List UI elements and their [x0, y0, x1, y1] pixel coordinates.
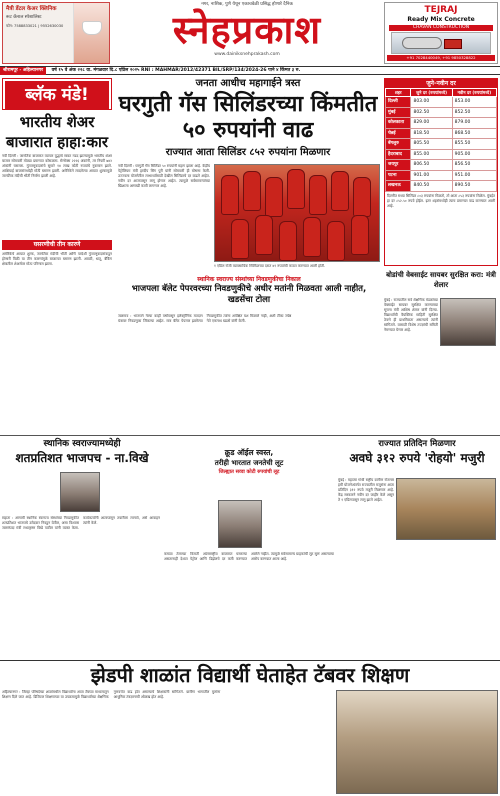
table-row: [386, 160, 497, 171]
city-cell: पटना: [386, 170, 411, 181]
rohyo-body-continued: [396, 544, 496, 656]
col-new-rate: नवीन दर (रुपयांमध्ये): [452, 89, 496, 97]
new-rate-cell: 855.50: [452, 139, 496, 150]
khadse-kicker: स्थानिक स्वराज्य संस्थांच्या निवडणुकीचा निकाल: [197, 276, 301, 283]
old-rate-cell: 829.00: [411, 118, 452, 129]
masthead-tagline: नगर, नाशिक, पुणे येथून एकाचवेळी प्रसिद्ध होणारे दैनिक: [201, 2, 293, 7]
crude-headline-2[interactable]: तरीही भारतात जनतेची लूट: [214, 459, 284, 467]
price-table-title: जुने-नवीन दर: [385, 79, 497, 88]
issue-info-bar: [0, 66, 500, 75]
khadse-headline[interactable]: भाजपला बॅलेट पेपरवरच्या निवडणुकीचे अधीर मतांनी मिळवता आली नाहीत, खडसेंचा टोला: [131, 283, 367, 305]
edition-label: श्रीरामपूर - अहिल्यानगर: [0, 67, 46, 75]
new-rate-cell: 853.00: [452, 97, 496, 108]
rohyo-body: मुंबई : महात्मा गांधी राष्ट्रीय ग्रामीण रोजगार हमी योजनेअंतर्गत राज्यातील मजुरांना आता प्रतिदिन ३१२ रुपये मजुरी मिळणार आहे. केंद्र सरकारने नवीन दर जाहीर केले असून ते १ एप्रिलपासून लागू झाले आहेत.: [338, 478, 394, 502]
table-row: [386, 139, 497, 150]
city-cell: हैदराबाद: [386, 149, 411, 160]
price-table-note: दिल्लीत सध्या सिलिंडर ८०३ रुपयांना मिळतो, तो आता ८५३ रुपयांना मिळेल. मुंबईत हा दर ८५२.५० रुपये होईल. इतर शहरांमध्येही त्याच प्रमाणात वाढ करण्यात आली आहे.: [387, 193, 495, 208]
vikhe-story-heading: [2, 438, 162, 466]
col-old-rate: जुने दर (रुपयांमध्ये): [411, 89, 452, 97]
table-row: [386, 97, 497, 108]
old-rate-cell: 806.50: [411, 160, 452, 171]
crude-story-heading: [164, 448, 334, 476]
new-rate-cell: 868.50: [452, 128, 496, 139]
black-monday-banner: [2, 78, 112, 110]
masthead-website[interactable]: www.dainiksnehprakash.com: [214, 51, 280, 57]
masthead-title: स्नेहप्रकाश: [172, 6, 322, 52]
tejraj-ad[interactable]: [384, 2, 498, 64]
old-rate-cell: 818.50: [411, 128, 452, 139]
table-row: [386, 128, 497, 139]
lead-caption: १ एप्रिल रोजी व्यावसायिक सिलिंडरच्या दरात ४१ रुपयांची कपात करण्यात आली होती.: [214, 264, 326, 268]
tejraj-company: CHAVAN CONSTRUCTION: [389, 25, 493, 31]
lead-headline[interactable]: घरगुती गॅस सिलिंडरच्या किंमतीत ५० रुपयांनी वाढ: [118, 92, 378, 143]
shelar-photo: [440, 298, 496, 346]
gas-cylinders-photo: [214, 164, 380, 262]
rohyo-headline[interactable]: अवघे ३१२ रुपये 'रोहयो' मजुरी: [349, 451, 485, 465]
three-reasons-body: अमेरिकेचे आयात शुल्क, जागतिक मंदीची भीती आणि परदेशी गुंतवणूकदारांकडून होणारी विक्री या तीन कारणांमुळे बाजारात घसरण झाली. आयटी, धातू, बँकिंग क्षेत्रातील शेअर्सवर मोठा परिणाम झाला.: [2, 252, 112, 266]
city-cell: चेन्नई: [386, 128, 411, 139]
vikhe-kicker: स्थानिक स्वराज्यामध्येही: [43, 439, 121, 449]
new-rate-cell: 879.00: [452, 118, 496, 129]
cyber-body: मुंबई : राज्यातील सर्व शैक्षणिक मंडळांच्या वेबसाईट सायबर सुरक्षित करण्याच्या सूचना मंत्री आशिष शेलार यांनी दिल्या. विद्यार्थ्यांची वैयक्तिक माहिती सुरक्षित ठेवणे ही प्राथमिकता असल्याचे त्यांनी सांगितले. यासाठी विशेष तज्ज्ञांची समिती नेमण्यात येणार आहे.: [384, 298, 438, 332]
tejraj-phone: +91 7028440049, +91 9850328822: [387, 55, 495, 61]
dental-ad[interactable]: [2, 2, 110, 64]
city-cell: जयपुर: [386, 160, 411, 171]
price-table: [385, 88, 497, 192]
crude-headline-1[interactable]: क्रूड ऑईल स्वस्त,: [224, 448, 274, 457]
truck-image: [391, 32, 491, 54]
share-market-headline[interactable]: भारतीय शेअर बाजारात हाहा:कार: [5, 113, 109, 151]
old-rate-cell: 805.50: [411, 139, 452, 150]
old-rate-cell: 803.00: [411, 97, 452, 108]
khadse-story-heading: [118, 276, 380, 306]
city-cell: दिल्ली: [386, 97, 411, 108]
tooth-photo: [73, 3, 109, 63]
crude-person-photo: [218, 500, 262, 548]
city-cell: कोलकाता: [386, 118, 411, 129]
lead-subheadline: राज्यात आता सिलिंडर ८५२ रुपयांना मिळणार: [165, 147, 331, 158]
table-row: [386, 149, 497, 160]
old-rate-cell: 901.00: [411, 170, 452, 181]
new-rate-cell: 951.00: [452, 170, 496, 181]
section-divider: [0, 435, 500, 436]
city-cell: लखनऊ: [386, 181, 411, 192]
new-rate-cell: 852.50: [452, 107, 496, 118]
black-monday-title: ब्लॅक मंडे!: [5, 81, 109, 109]
city-cell: बेंगलुरु: [386, 139, 411, 150]
old-rate-cell: 840.50: [411, 181, 452, 192]
col-city: शहर: [386, 89, 411, 97]
table-row: [386, 107, 497, 118]
table-row: [386, 170, 497, 181]
lead-body: नवी दिल्ली : घरगुती गॅस सिलिंडर ५० रुपयांनी महाग झाला आहे. केंद्रीय पेट्रोलियम मंत्री हरदीप सिंग पुरी यांनी सोमवारी ही घोषणा केली. उज्ज्वला योजनेतील लाभार्थ्यांसाठी देखील सिलिंडरचे दर वाढले आहेत. नवीन दर आजपासून लागू होणार आहेत. त्यामुळे सर्वसामान्यांच्या खिशाला आणखी कात्री लागणार आहे.: [118, 164, 210, 188]
crude-subhead: जिल्ह्यात सव्वा कोटी रुपयांची लूट: [218, 469, 280, 475]
three-reasons-heading: घसरणीची तीन कारणे: [2, 240, 112, 250]
tejraj-brand: TEJRAJ: [424, 5, 458, 15]
city-cell: मुंबई: [386, 107, 411, 118]
tejraj-product: Ready Mix Concrete: [407, 16, 475, 23]
vikhe-body: राहाता : आगामी स्थानिक स्वराज्य संस्थांच्या निवडणुकीत शतप्रतिशत भाजपचे उमेदवार निवडून येतील, असा विश्वास जलसंपदा मंत्री राधाकृष्ण विखे पाटील यांनी व्यक्त केला. कार्यकर्त्यांनी आतापासून तयारीला लागावे, असे आवाहन त्यांनी केले.: [2, 516, 160, 530]
rohyo-story-heading: [336, 438, 498, 466]
workers-photo: [396, 478, 496, 540]
dental-ad-phone: फोन: 7588833021 | 9552630030: [6, 23, 64, 28]
old-rate-cell: 802.50: [411, 107, 452, 118]
table-row: [386, 118, 497, 129]
new-rate-cell: 905.00: [452, 149, 496, 160]
table-row: [386, 181, 497, 192]
classroom-tab-photo: [336, 690, 498, 794]
cyber-story: [384, 270, 498, 290]
cyber-headline[interactable]: बोडांची वेबसाईट सायबर सुरक्षित करा: मंत्री शेलार: [386, 271, 496, 289]
new-rate-cell: 890.50: [452, 181, 496, 192]
share-market-body: नवी दिल्ली : जागतिक बाजारात व्यापार युद्धाचे सावट गडद झाल्यामुळे भारतीय शेअर बाजार सोमवारी मोठ्या प्रमाणात कोसळला. सेन्सेक्स २२२६ अंकांनी, तर निफ्टी ७४२ अंकांनी घसरला. गुंतवणूकदारांचे सुमारे १४ लाख कोटी रुपयांचे नुकसान झाले. आशियाई बाजारांमध्येही मोठी घसरण झाली. अमेरिकेने लादलेल्या आयात शुल्कामुळे जागतिक मंदीची भीती निर्माण झाली आहे.: [2, 154, 112, 178]
issue-details: वर्ष १५ वे अंक २२८ वा. मंगळवार दि.८ एप्रिल २०२५ RNI : MAHMAR/2012/42371 BIL/SRP/134/2024-26 पाने ४ किंमत ३ रु.: [51, 68, 301, 73]
khadse-body: जळगाव : भाजपने गेल्या काही वर्षांपासून इलेक्ट्रॉनिक मतदान यंत्रावर निवडणुका जिंकल्या आहेत. मात्र बॅलेट पेपरवर झालेल्या निवडणुकीत त्यांना अपेक्षित यश मिळाले नाही, अशी टीका ज्येष्ठ नेते एकनाथ खडसे यांनी केली.: [118, 314, 292, 323]
vikhe-headline[interactable]: शतप्रतिशत भाजपच - ना.विखे: [15, 451, 149, 465]
price-table-box: [384, 78, 498, 266]
rohyo-kicker: राज्यात प्रतिदिन मिळणार: [378, 439, 456, 449]
vikhe-photo: [60, 472, 100, 512]
masthead: [112, 2, 382, 64]
dental-ad-title: मैत्री डेंटल केअर क्लिनिक: [6, 6, 57, 12]
zp-story-heading: [0, 660, 500, 688]
crude-body: कच्च्या तेलाच्या किमती आंतरराष्ट्रीय बाजारात घसरल्या असतानाही देशात पेट्रोल आणि डिझेलचे दर कमी करण्यात आलेले नाहीत. त्यामुळे सर्वसामान्य ग्राहकांची लूट सुरू असल्याचा आरोप करण्यात आला आहे.: [164, 552, 334, 561]
old-rate-cell: 855.00: [411, 149, 452, 160]
zp-headline[interactable]: झेडपी शाळांत विद्यार्थी घेताहेत टॅबवर शिक्षण: [90, 663, 410, 687]
new-rate-cell: 856.50: [452, 160, 496, 171]
zp-body: अहिल्यानगर : जिल्हा परिषदेच्या शाळांमधील विद्यार्थ्यांना आता टॅबच्या माध्यमातून शिक्षण दिले जात आहे. डिजिटल शिक्षणाच्या या उपक्रमामुळे विद्यार्थ्यांच्या शैक्षणिक गुणवत्तेत वाढ होत असल्याचे शिक्षकांनी सांगितले. ग्रामीण भागातील मुलांना आधुनिक तंत्रज्ञानाची ओळख होत आहे.: [2, 690, 221, 699]
lead-kicker: जनता आधीच महागाईने त्रस्त: [195, 78, 301, 89]
dental-ad-subtitle: रूट कॅनाल स्पेशालिस्ट: [6, 15, 42, 20]
